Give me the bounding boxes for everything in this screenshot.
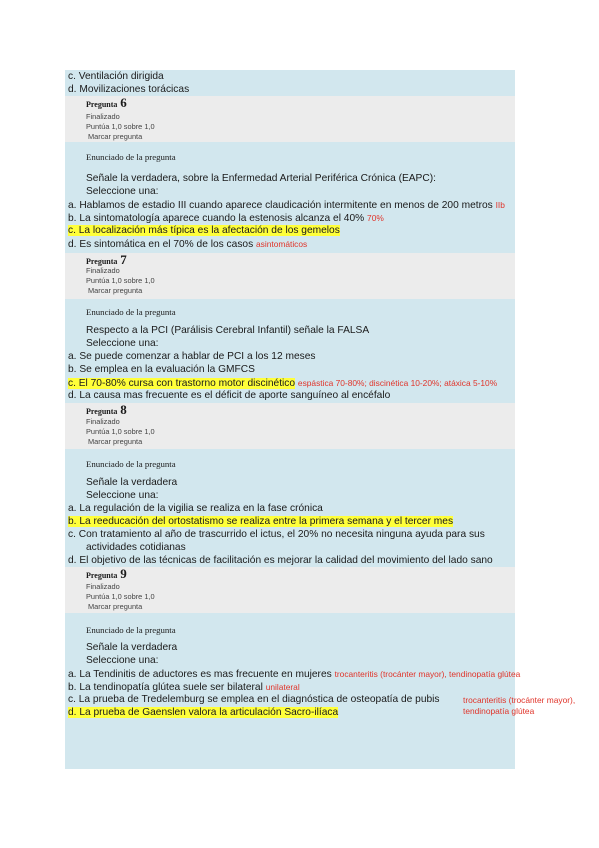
question-6-text: Señale la verdadera, sobre la Enfermedad Arterial Periférica Crónica (EAPC):: [86, 173, 436, 184]
question-9-option-c[interactable]: c. La prueba de Tredelemburg se emplea en el diagnóstica de osteopatía de pubis: [68, 694, 440, 705]
question-7-select-label: Seleccione una:: [86, 338, 159, 349]
question-6-option-b[interactable]: b. La sintomatología aparece cuando la estenosis alcanza el 40% 70%: [68, 213, 384, 224]
question-6-option-d[interactable]: d. Es sintomática en el 70% de los casos asintomáticos: [68, 239, 308, 250]
question-9-option-c-annotation: trocanteritis (trocánter mayor), tendinopatía glútea: [463, 695, 576, 716]
question-9-title: Pregunta 9: [86, 566, 127, 581]
question-8-status: Finalizado: [86, 417, 120, 426]
question-8-text: Señale la verdadera: [86, 477, 178, 488]
question-9-select-label: Seleccione una:: [86, 655, 159, 666]
question-9-flag-link[interactable]: Marcar pregunta: [88, 602, 143, 611]
question-7-option-d[interactable]: d. La causa mas frecuente es el déficit de aporte sanguíneo al encéfalo: [68, 390, 391, 401]
question-8-option-b[interactable]: b. La reeducación del ortostatismo se realiza entre la primera semana y el tercer mes: [68, 516, 454, 527]
question-6-status: Finalizado: [86, 112, 120, 121]
annotation: asintomáticos: [256, 239, 308, 249]
annotation: 70%: [367, 213, 384, 223]
answer-option-c[interactable]: c. Ventilación dirigida: [68, 71, 164, 82]
question-6-option-c[interactable]: c. La localización más típica es la afectación de los gemelos: [68, 225, 340, 236]
question-6-title: Pregunta 6: [86, 95, 127, 110]
question-8-enunciado-label: Enunciado de la pregunta: [86, 459, 176, 469]
question-7-option-c[interactable]: c. El 70-80% cursa con trastorno motor discinético espástica 70-80%; discinética 10-20%; atáxica 5-10%: [68, 378, 498, 389]
question-7-score: Puntúa 1,0 sobre 1,0: [86, 276, 155, 285]
question-8-score: Puntúa 1,0 sobre 1,0: [86, 427, 155, 436]
question-6-score: Puntúa 1,0 sobre 1,0: [86, 122, 155, 131]
annotation: IIb: [495, 200, 505, 210]
question-6-select-label: Seleccione una:: [86, 186, 159, 197]
question-7-text: Respecto a la PCI (Parálisis Cerebral Infantil) señale la FALSA: [86, 325, 370, 336]
question-8-option-c-cont: actividades cotidianas: [86, 542, 186, 553]
question-8-option-c[interactable]: c. Con tratamiento al año de trascurrido el ictus, el 20% no necesita ninguna ayuda para sus: [68, 529, 485, 540]
answer-option-d[interactable]: d. Movilizaciones torácicas: [68, 84, 190, 95]
question-9-enunciado-label: Enunciado de la pregunta: [86, 625, 176, 635]
question-9-text: Señale la verdadera: [86, 642, 178, 653]
question-6-option-a[interactable]: a. Hablamos de estadio III cuando aparece claudicación intermitente en menos de 200 metros IIb: [68, 200, 505, 211]
question-7-title: Pregunta 7: [86, 252, 127, 267]
question-9-option-b[interactable]: b. La tendinopatía glútea suele ser bilateral unilateral: [68, 682, 300, 693]
question-9-option-a[interactable]: a. La Tendinitis de aductores es mas frecuente en mujeres trocanteritis (trocánter mayor), tendinopatía glútea: [68, 669, 521, 680]
question-6-enunciado-label: Enunciado de la pregunta: [86, 152, 176, 162]
question-7-option-b[interactable]: b. Se emplea en la evaluación la GMFCS: [68, 364, 255, 375]
question-8-title: Pregunta 8: [86, 402, 127, 417]
question-7-enunciado-label: Enunciado de la pregunta: [86, 307, 176, 317]
question-6-flag-link[interactable]: Marcar pregunta: [88, 132, 143, 141]
question-9-status: Finalizado: [86, 582, 120, 591]
question-9-score: Puntúa 1,0 sobre 1,0: [86, 592, 155, 601]
question-8-option-d[interactable]: d. El objetivo de las técnicas de facilitación es mejorar la calidad del movimiento del lado sano: [68, 555, 493, 566]
question-7-status: Finalizado: [86, 266, 120, 275]
question-8-option-a[interactable]: a. La regulación de la vigilia se realiza en la fase crónica: [68, 503, 323, 514]
question-9-option-d[interactable]: d. La prueba de Gaenslen valora la articulación Sacro-ilíaca: [68, 707, 339, 718]
question-7-flag-link[interactable]: Marcar pregunta: [88, 286, 143, 295]
annotation: trocanteritis (trocánter mayor), tendinopatía glútea: [334, 669, 521, 679]
question-8-flag-link[interactable]: Marcar pregunta: [88, 437, 143, 446]
question-7-option-a[interactable]: a. Se puede comenzar a hablar de PCI a los 12 meses: [68, 351, 316, 362]
annotation: espástica 70-80%; discinética 10-20%; atáxica 5-10%: [297, 378, 498, 388]
annotation: unilateral: [265, 682, 300, 692]
question-8-select-label: Seleccione una:: [86, 490, 159, 501]
